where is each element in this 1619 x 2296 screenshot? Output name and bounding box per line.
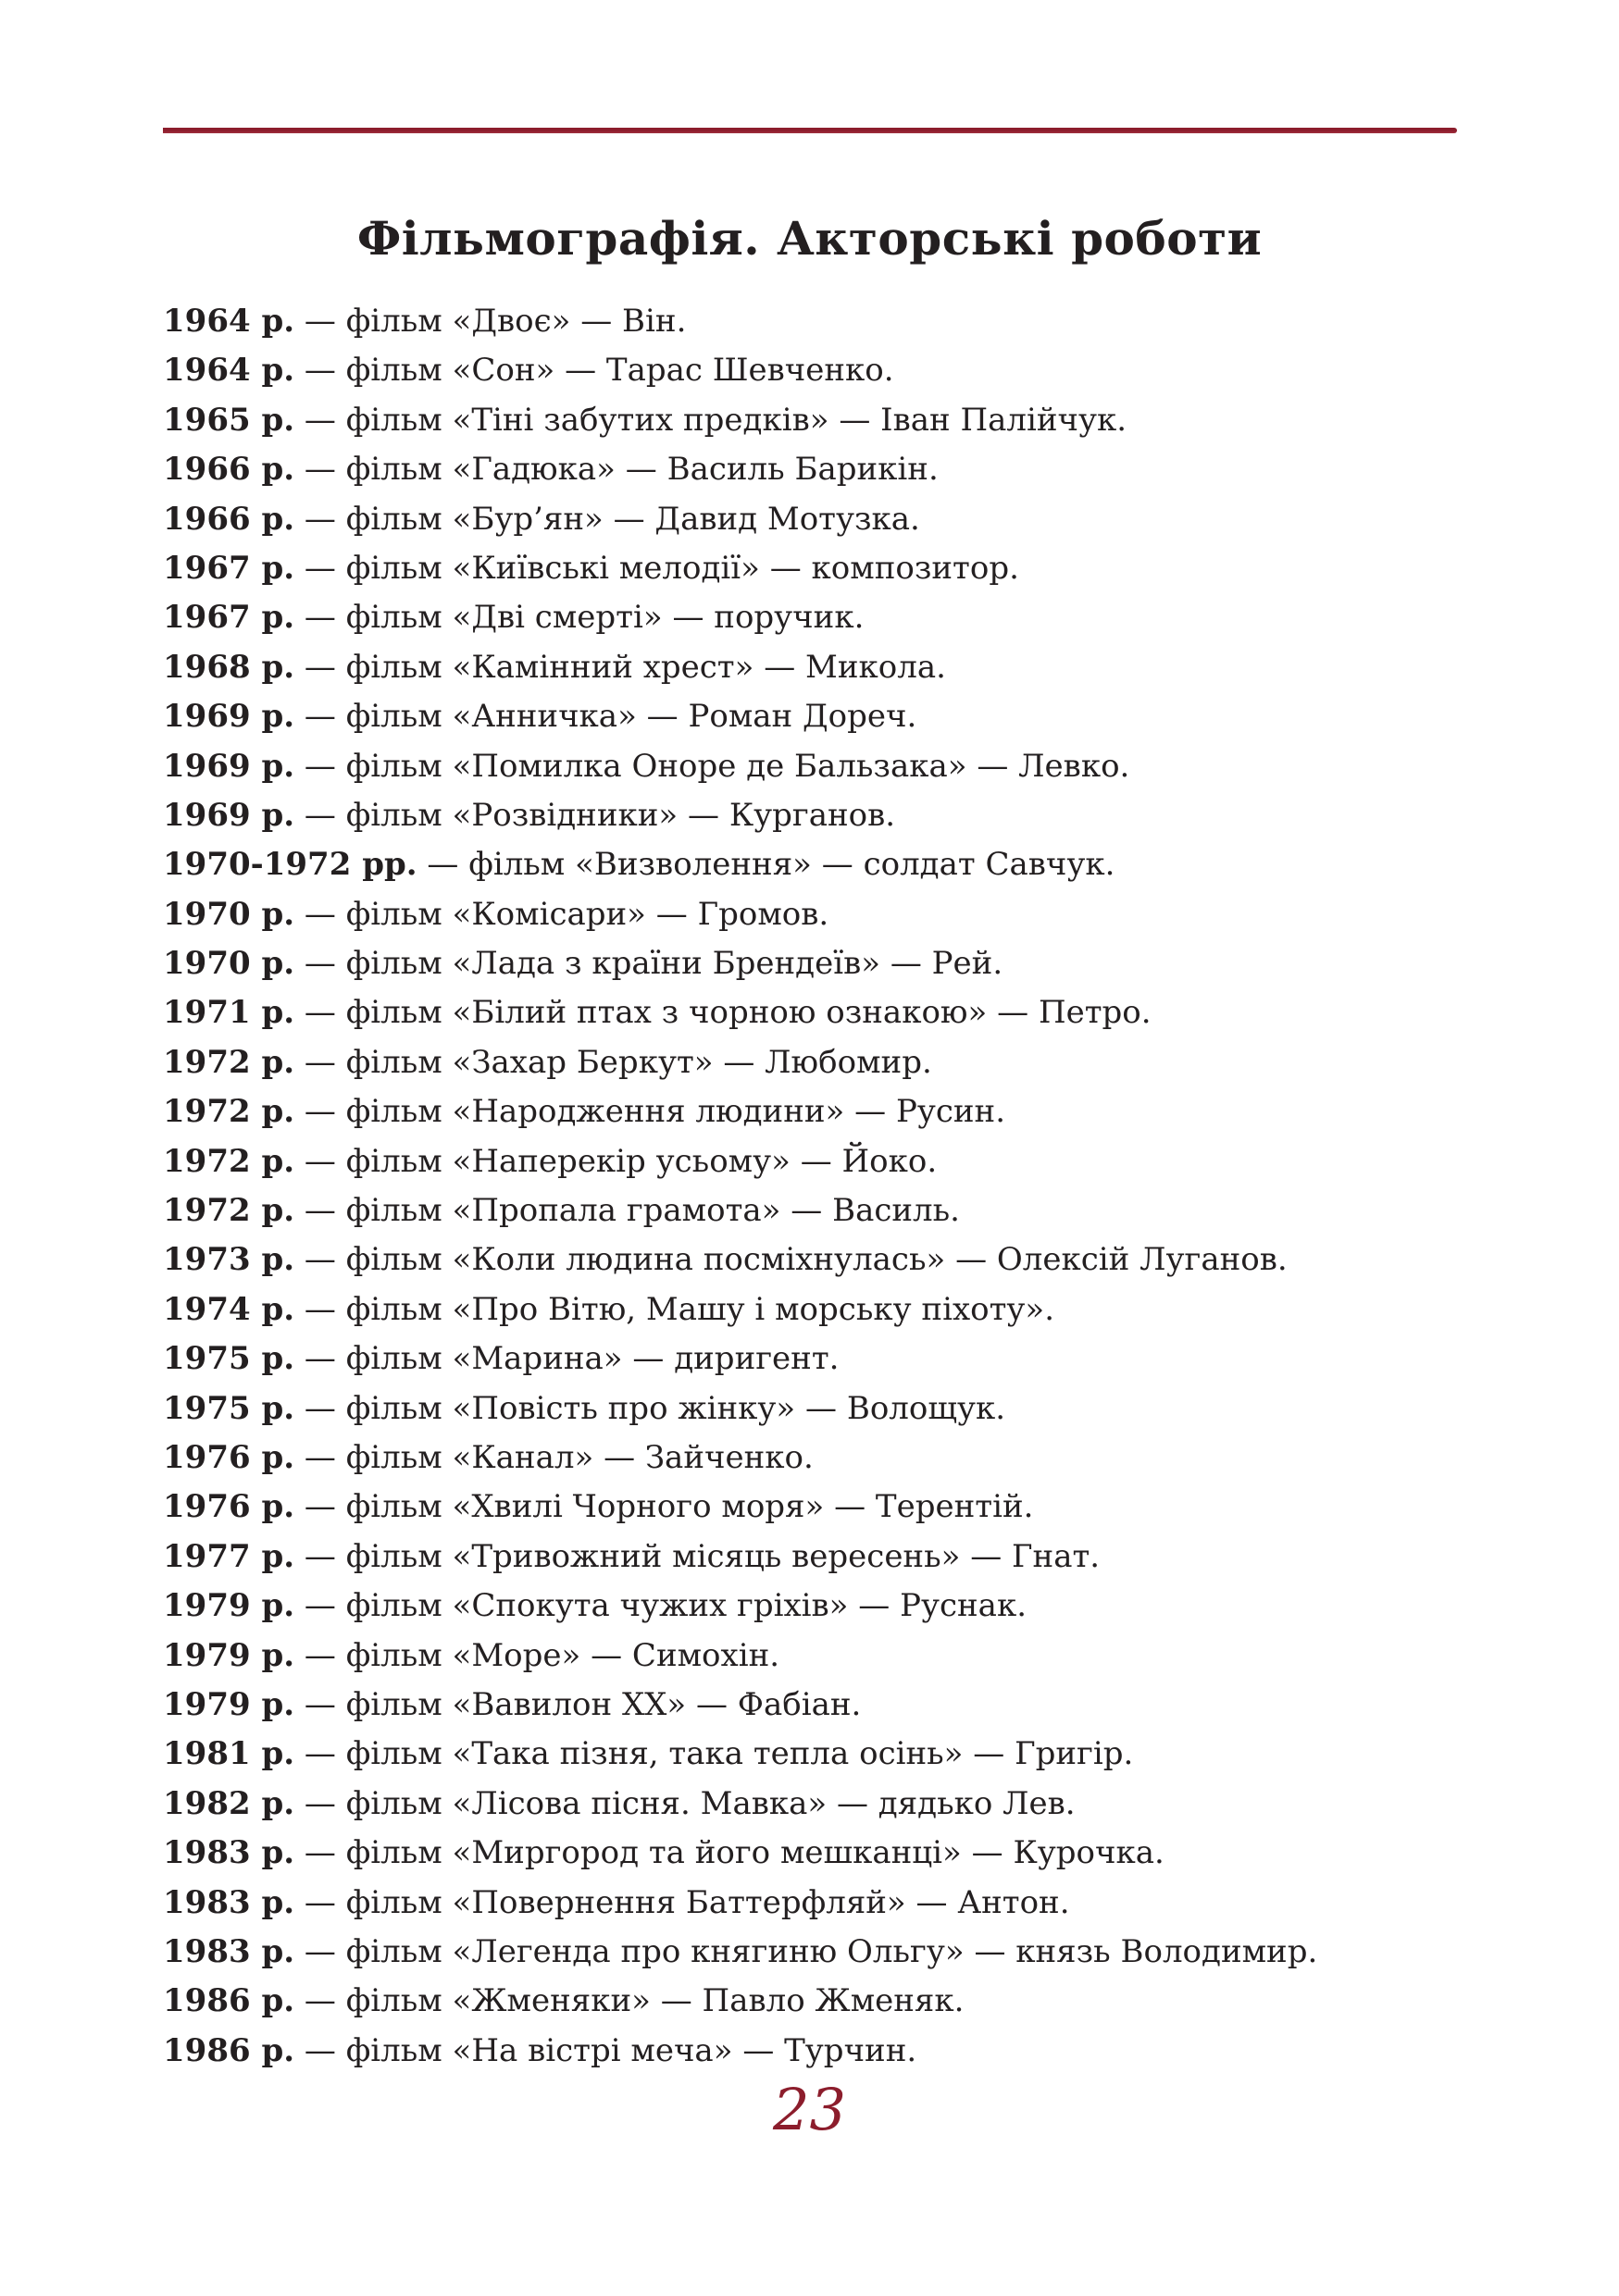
film-entry-description: — фільм «Спокута чужих гріхів» — Руснак. (294, 1587, 1027, 1625)
film-entry-year: 1973 р. (163, 1241, 295, 1279)
film-entry (163, 445, 1477, 494)
film-entry (163, 1780, 1477, 1829)
film-entry-description: — фільм «Море» — Симохін. (294, 1636, 780, 1674)
film-entry-year: 1970 р. (163, 945, 295, 983)
film-entry (163, 1137, 1477, 1186)
film-entry-year: 1972 р. (163, 1043, 295, 1081)
film-entry (163, 692, 1477, 741)
film-entry (163, 742, 1477, 791)
film-entry-year: 1986 р. (163, 1982, 295, 2020)
film-entry (163, 1334, 1477, 1384)
film-entry-description: — фільм «Двоє» — Він. (294, 303, 687, 340)
film-entry-year: 1972 р. (163, 1093, 295, 1131)
film-entry (163, 593, 1477, 642)
film-entry (163, 1087, 1477, 1136)
film-entry-description: — фільм «Білий птах з чорною ознакою» — Петро. (294, 994, 1152, 1032)
film-entry-description: — фільм «Тіні забутих предків» — Іван Палійчук. (294, 401, 1127, 439)
film-entry-year: 1983 р. (163, 1883, 295, 1921)
film-entry-year: 1968 р. (163, 648, 295, 686)
film-entry-year: 1969 р. (163, 698, 295, 736)
film-entry-description: — фільм «Про Вітю, Машу і морську піхоту». (294, 1290, 1055, 1328)
film-entry-description: — фільм «Камінний хрест» — Микола. (294, 648, 946, 686)
film-entry-description: — фільм «Народження людини» — Русин. (294, 1093, 1005, 1131)
film-entry (163, 1384, 1477, 1433)
film-entry-year: 1976 р. (163, 1438, 295, 1476)
film-entry-year: 1983 р. (163, 1834, 295, 1872)
film-entry (163, 840, 1477, 889)
film-entry-year: 1974 р. (163, 1290, 295, 1328)
film-entry-description: — фільм «Вавилон ХХ» — Фабіан. (294, 1685, 862, 1723)
film-entry (163, 346, 1477, 395)
film-entry (163, 1186, 1477, 1235)
film-entry (163, 939, 1477, 988)
film-entry-description: — фільм «Розвідники» — Курганов. (294, 796, 896, 834)
film-entry-year: 1979 р. (163, 1587, 295, 1625)
film-entry-year: 1964 р. (163, 303, 295, 340)
film-entry-year: 1975 р. (163, 1340, 295, 1378)
film-entry (163, 1928, 1477, 1977)
film-entry-year: 1979 р. (163, 1636, 295, 1674)
film-entry (163, 1235, 1477, 1285)
film-entry-description: — фільм «Тривожний місяць вересень» — Гнат. (294, 1537, 1101, 1575)
film-entry-description: — фільм «На вістрі меча» — Турчин. (294, 2031, 917, 2069)
film-entry-description: — фільм «Дві смерті» — поручик. (294, 599, 865, 637)
film-entry-year: 1966 р. (163, 500, 295, 538)
film-entry (163, 988, 1477, 1037)
film-entry (163, 1829, 1477, 1878)
film-entry-year: 1967 р. (163, 599, 295, 637)
film-entry (163, 1681, 1477, 1730)
film-entry (163, 1977, 1477, 2026)
film-entry (163, 890, 1477, 939)
film-entry (163, 297, 1477, 346)
film-entry (163, 1582, 1477, 1631)
film-entry (163, 544, 1477, 593)
film-entry-year: 1971 р. (163, 994, 295, 1032)
film-entry-description: — фільм «Захар Беркут» — Любомир. (294, 1043, 932, 1081)
film-entry-year: 1983 р. (163, 1932, 295, 1970)
film-entry (163, 396, 1477, 445)
film-entry-year: 1972 р. (163, 1142, 295, 1180)
film-entry-year: 1969 р. (163, 796, 295, 834)
film-entry-description: — фільм «Визволення» — солдат Савчук. (417, 846, 1115, 884)
film-entry-description: — фільм «Лада з країни Брендеїв» — Рей. (294, 945, 1003, 983)
film-entry (163, 1285, 1477, 1334)
film-entry-description: — фільм «Миргород та його мешканці» — Курочка. (294, 1834, 1164, 1872)
top-divider-rule (163, 128, 1457, 133)
film-entry-year: 1977 р. (163, 1537, 295, 1575)
film-entry-year: 1982 р. (163, 1784, 295, 1822)
film-entry-description: — фільм «Жменяки» — Павло Жменяк. (294, 1982, 965, 2020)
film-entry (163, 643, 1477, 692)
filmography-list (163, 297, 1477, 2076)
film-entry (163, 1483, 1477, 1532)
film-entry (163, 1038, 1477, 1087)
film-entry-year: 1986 р. (163, 2031, 295, 2069)
film-entry-description: — фільм «Повість про жінку» — Волощук. (294, 1389, 1006, 1427)
film-entry-year: 1972 р. (163, 1192, 295, 1230)
film-entry (163, 1433, 1477, 1483)
film-entry-year: 1967 р. (163, 549, 295, 587)
film-entry (163, 1730, 1477, 1779)
film-entry-description: — фільм «Лісова пісня. Мавка» — дядько Лев. (294, 1784, 1076, 1822)
page-number: 23 (773, 2076, 846, 2143)
film-entry-description: — фільм «Київські мелодії» — композитор. (294, 549, 1019, 587)
film-entry-year: 1966 р. (163, 451, 295, 489)
film-entry (163, 2027, 1477, 2076)
film-entry-description: — фільм «Комісари» — Громов. (294, 895, 829, 933)
film-entry-year: 1975 р. (163, 1389, 295, 1427)
film-entry-description: — фільм «Сон» — Тарас Шевченко. (294, 352, 894, 390)
page-title: Фільмографія. Акторські роботи (356, 211, 1263, 266)
film-entry (163, 1879, 1477, 1928)
film-entry (163, 495, 1477, 544)
film-entry-description: — фільм «Наперекір усьому» — Йоко. (294, 1142, 938, 1180)
film-entry-year: 1965 р. (163, 401, 295, 439)
film-entry-description: — фільм «Повернення Баттерфляй» — Антон. (294, 1883, 1070, 1921)
film-entry-description: — фільм «Марина» — диригент. (294, 1340, 840, 1378)
film-entry-year: 1976 р. (163, 1488, 295, 1526)
film-entry-description: — фільм «Така пізня, така тепла осінь» — Григір. (294, 1735, 1134, 1773)
film-entry-description: — фільм «Пропала грамота» — Василь. (294, 1192, 960, 1230)
film-entry-description: — фільм «Коли людина посміхнулась» — Олексій Луганов. (294, 1241, 1288, 1279)
film-entry-description: — фільм «Хвилі Чорного моря» — Терентій. (294, 1488, 1034, 1526)
film-entry-description: — фільм «Анничка» — Роман Дореч. (294, 698, 917, 736)
film-entry (163, 1632, 1477, 1681)
film-entry-description: — фільм «Помилка Оноре де Бальзака» — Левко. (294, 747, 1130, 785)
film-entry-year: 1979 р. (163, 1685, 295, 1723)
film-entry-year: 1964 р. (163, 352, 295, 390)
film-entry-year: 1970 р. (163, 895, 295, 933)
film-entry-description: — фільм «Канал» — Зайченко. (294, 1438, 814, 1476)
film-entry (163, 1533, 1477, 1582)
film-entry-year: 1981 р. (163, 1735, 295, 1773)
film-entry-description: — фільм «Бур’ян» — Давид Мотузка. (294, 500, 920, 538)
film-entry-description: — фільм «Гадюка» — Василь Барикін. (294, 451, 939, 489)
film-entry-description: — фільм «Легенда про княгиню Ольгу» — князь Володимир. (294, 1932, 1318, 1970)
film-entry-year: 1969 р. (163, 747, 295, 785)
film-entry (163, 791, 1477, 840)
film-entry-year: 1970-1972 рр. (163, 846, 417, 884)
